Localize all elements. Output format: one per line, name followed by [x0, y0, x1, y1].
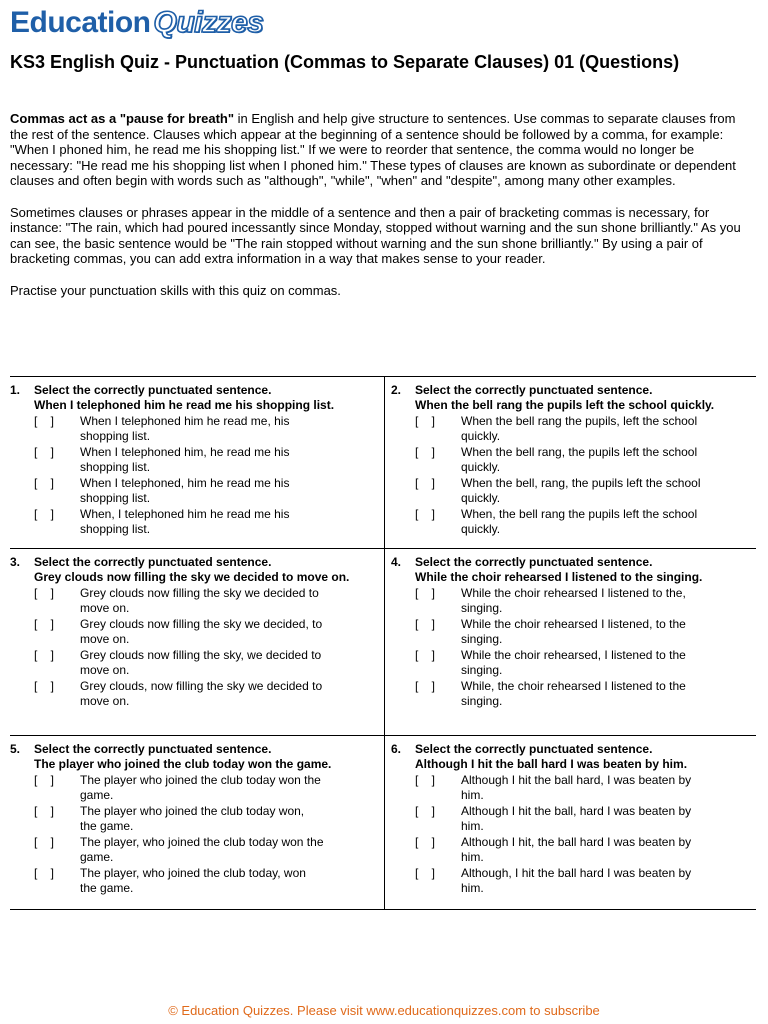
answer-text: Although I hit the ball, hard I was beaten by him. — [461, 804, 692, 833]
answer-option[interactable] — [10, 476, 370, 506]
question-number: 5. — [10, 742, 21, 756]
answer-text: The player, who joined the club today won the game. — [80, 835, 324, 864]
answer-checkbox[interactable]: [ ] — [34, 476, 55, 490]
answer-checkbox[interactable]: [ ] — [415, 835, 436, 849]
answer-text: While, the choir rehearsed I listened to the singing. — [461, 679, 686, 708]
answer-option[interactable] — [10, 835, 370, 865]
answer-text: When, I telephoned him he read me his shopping list. — [80, 507, 290, 536]
answer-checkbox[interactable]: [ ] — [34, 445, 55, 459]
answer-checkbox[interactable]: [ ] — [34, 804, 55, 818]
answer-checkbox[interactable]: [ ] — [34, 617, 55, 631]
answer-text: When the bell rang, the pupils left the school quickly. — [461, 445, 698, 474]
question-prompt: Select the correctly punctuated sentence. — [34, 742, 272, 756]
intro-paragraph-1-rest: in English and help give structure to sentences. Use commas to separate clauses from the rest of the sentence. Clauses which appear at the beginning of a sentence should be followed by a comma, for example: "When I phoned him, he read me his shopping list." If we were to reorder that sentence, the comma would no longer be necessary: "He read me his shopping list when I phoned him." These types of clauses are known as subordinate or dependent clauses and often begin with words such as "although", "while", "when" and "despite", among many other examples. — [10, 111, 736, 189]
answer-checkbox[interactable]: [ ] — [34, 866, 55, 880]
answer-text: The player, who joined the club today, won the game. — [80, 866, 306, 895]
answer-option[interactable] — [391, 866, 751, 896]
answer-option[interactable] — [10, 773, 370, 803]
answer-text: When I telephoned him he read me, his shopping list. — [80, 414, 290, 443]
question-sentence: While the choir rehearsed I listened to the singing. — [415, 570, 703, 584]
question-header — [10, 742, 370, 772]
answer-checkbox[interactable]: [ ] — [415, 648, 436, 662]
answer-checkbox[interactable]: [ ] — [34, 414, 55, 428]
answer-option[interactable] — [10, 866, 370, 896]
answer-checkbox[interactable]: [ ] — [34, 773, 55, 787]
answer-text: When the bell rang the pupils, left the school quickly. — [461, 414, 698, 443]
answer-option[interactable] — [10, 586, 370, 616]
answer-text: While the choir rehearsed I listened, to the singing. — [461, 617, 686, 646]
intro-bold-lead: Commas act as a "pause for breath" — [10, 111, 235, 126]
question-sentence: When the bell rang the pupils left the school quickly. — [415, 398, 715, 412]
logo-text-education: Education — [10, 6, 151, 39]
answer-option[interactable] — [391, 648, 751, 678]
copyright-footer: © Education Quizzes. Please visit www.educationquizzes.com to subscribe — [168, 1003, 600, 1018]
answer-option[interactable] — [10, 414, 370, 444]
question-heading — [34, 383, 370, 413]
row-divider-2 — [10, 735, 756, 736]
answer-option[interactable] — [10, 507, 370, 537]
question-sentence: When I telephoned him he read me his shopping list. — [34, 398, 335, 412]
answer-text: While the choir rehearsed I listened to the, singing. — [461, 586, 686, 615]
answer-text: Although I hit the ball hard, I was beaten by him. — [461, 773, 692, 802]
answer-option[interactable] — [10, 679, 370, 709]
answer-text: Grey clouds now filling the sky we decided, to move on. — [80, 617, 323, 646]
answer-text: When I telephoned him, he read me his shopping list. — [80, 445, 290, 474]
question-heading — [415, 742, 751, 772]
questions-table — [10, 376, 756, 910]
question-number: 1. — [10, 383, 21, 397]
answer-checkbox[interactable]: [ ] — [415, 414, 436, 428]
intro-paragraph-2: Sometimes clauses or phrases appear in the middle of a sentence and then a pair of bracketing commas is necessary, for instance: "The rain, which had poured incessantly since Monday, stopped without warning and the sun shone brilliantly." As you can see, the basic sentence would be "The rain stopped without warning and the sun shone brilliantly." By using a pair of bracketing commas, you can add extra information in a way that makes sense to your reader. — [10, 204, 741, 267]
answer-text: When, the bell rang the pupils left the school quickly. — [461, 507, 698, 536]
answer-option[interactable] — [391, 835, 751, 865]
intro-text — [10, 111, 755, 314]
column-divider — [384, 377, 385, 909]
answer-checkbox[interactable]: [ ] — [415, 773, 436, 787]
question-1 — [10, 383, 370, 538]
answer-checkbox[interactable]: [ ] — [415, 617, 436, 631]
answer-checkbox[interactable]: [ ] — [34, 679, 55, 693]
question-number: 3. — [10, 555, 21, 569]
question-sentence: Grey clouds now filling the sky we decided to move on. — [34, 570, 350, 584]
answer-text: The player who joined the club today won, the game. — [80, 804, 305, 833]
row-divider-1 — [10, 548, 756, 549]
answer-checkbox[interactable]: [ ] — [34, 586, 55, 600]
answer-option[interactable] — [391, 679, 751, 709]
answer-option[interactable] — [391, 476, 751, 506]
answer-checkbox[interactable]: [ ] — [34, 835, 55, 849]
answer-option[interactable] — [10, 617, 370, 647]
answer-checkbox[interactable]: [ ] — [415, 804, 436, 818]
question-prompt: Select the correctly punctuated sentence. — [415, 383, 653, 397]
answer-checkbox[interactable]: [ ] — [415, 679, 436, 693]
question-number: 2. — [391, 383, 402, 397]
answer-option[interactable] — [391, 617, 751, 647]
question-heading — [34, 742, 370, 772]
education-quizzes-logo — [10, 4, 263, 42]
question-sentence: Although I hit the ball hard I was beaten by him. — [415, 757, 688, 771]
question-header — [391, 742, 751, 772]
page-title: KS3 English Quiz - Punctuation (Commas to Separate Clauses) 01 (Questions) — [10, 52, 680, 72]
question-prompt: Select the correctly punctuated sentence. — [34, 383, 272, 397]
answer-checkbox[interactable]: [ ] — [415, 507, 436, 521]
answer-text: Although, I hit the ball hard I was beaten by him. — [461, 866, 692, 895]
answer-text: Grey clouds now filling the sky, we decided to move on. — [80, 648, 322, 677]
question-heading — [34, 555, 370, 585]
intro-paragraph-1 — [10, 111, 755, 189]
question-5 — [10, 742, 370, 897]
question-header — [10, 383, 370, 413]
answer-option[interactable] — [10, 648, 370, 678]
question-4 — [391, 555, 751, 710]
answer-text: Grey clouds now filling the sky we decided to move on. — [80, 586, 319, 615]
answer-text: Grey clouds, now filling the sky we decided to move on. — [80, 679, 323, 708]
question-heading — [415, 555, 751, 585]
answer-option[interactable] — [391, 445, 751, 475]
intro-paragraph-3: Practise your punctuation skills with this quiz on commas. — [10, 282, 341, 298]
question-number: 6. — [391, 742, 402, 756]
answer-option[interactable] — [391, 414, 751, 444]
answer-text: The player who joined the club today won the game. — [80, 773, 321, 802]
answer-checkbox[interactable]: [ ] — [415, 476, 436, 490]
question-sentence: The player who joined the club today won the game. — [34, 757, 332, 771]
question-number: 4. — [391, 555, 402, 569]
answer-option[interactable] — [391, 773, 751, 803]
question-heading — [415, 383, 751, 413]
answer-option[interactable] — [391, 804, 751, 834]
answer-text: When I telephoned, him he read me his shopping list. — [80, 476, 290, 505]
question-prompt: Select the correctly punctuated sentence. — [415, 742, 653, 756]
answer-checkbox[interactable]: [ ] — [34, 507, 55, 521]
answer-option[interactable] — [391, 586, 751, 616]
answer-text: When the bell, rang, the pupils left the school quickly. — [461, 476, 701, 505]
answer-option[interactable] — [391, 507, 751, 537]
question-2 — [391, 383, 751, 538]
answer-option[interactable] — [10, 804, 370, 834]
question-prompt: Select the correctly punctuated sentence. — [34, 555, 272, 569]
answer-option[interactable] — [10, 445, 370, 475]
answer-checkbox[interactable]: [ ] — [415, 866, 436, 880]
answer-text: While the choir rehearsed, I listened to the singing. — [461, 648, 686, 677]
question-prompt: Select the correctly punctuated sentence. — [415, 555, 653, 569]
question-6 — [391, 742, 751, 897]
answer-checkbox[interactable]: [ ] — [415, 445, 436, 459]
question-header — [10, 555, 370, 585]
answer-checkbox[interactable]: [ ] — [415, 586, 436, 600]
answer-text: Although I hit, the ball hard I was beaten by him. — [461, 835, 692, 864]
logo-text-quizzes: Quizzes — [153, 6, 264, 39]
answer-checkbox[interactable]: [ ] — [34, 648, 55, 662]
question-header — [391, 555, 751, 585]
question-header — [391, 383, 751, 413]
question-3 — [10, 555, 370, 710]
